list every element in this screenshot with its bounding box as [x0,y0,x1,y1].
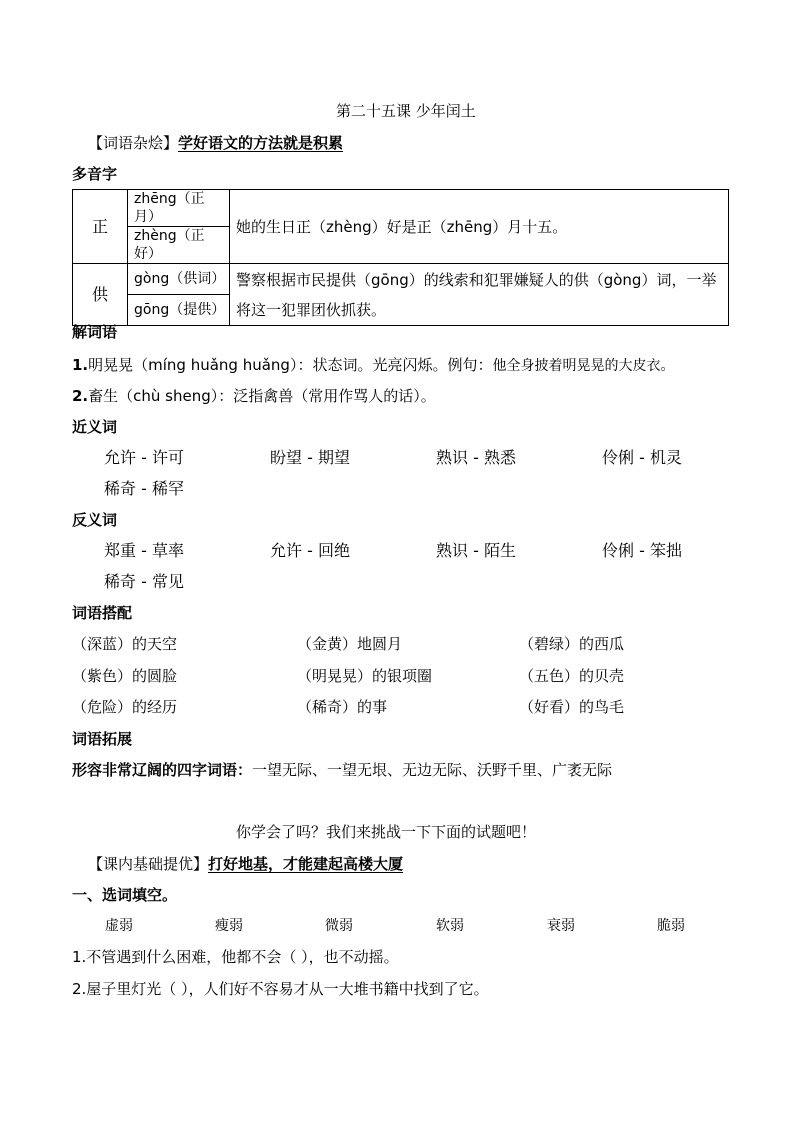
polyphone-heading: 多音字 [72,165,118,183]
collocation-item: （明晃晃）的银项圈 [297,667,433,685]
collocation-item: （好看）的鸟毛 [519,698,625,716]
collocation-item: （金黄）地圆月 [297,635,403,653]
collocation-item: （碧绿）的西瓜 [519,635,625,653]
expansion-label: 形容非常辽阔的四字词语： [72,761,253,779]
section-header-exercise [88,854,403,874]
item-number: 1. [72,356,89,374]
word-option: 脆弱 [657,918,685,934]
antonym-item: 允许 - 回绝 [270,541,350,560]
antonym-item: 伶俐 - 笨拙 [602,541,682,560]
section-slogan: 学好语文的方法就是积累 [178,134,344,152]
polyphone-example: 她的生日正（zhèng）好是正（zhēng）月十五。 [230,190,729,264]
section-bracket: 【课内基础提优】 [88,855,209,873]
polyphone-reading: zhèng（正好） [128,227,230,264]
explain-heading: 解词语 [72,323,118,341]
polyphone-char: 正 [73,190,128,264]
word-option: 瘦弱 [215,918,243,934]
challenge-prompt: 你学会了吗？我们来挑战一下下面的试题吧！ [236,823,537,841]
polyphone-example: 警察根据市民提供（gōng）的线索和犯罪嫌疑人的供（gòng）词，一举将这一犯罪团伙抓获。 [230,264,729,326]
synonym-item: 允许 - 许可 [104,448,184,467]
antonym-item: 郑重 - 草率 [104,541,184,560]
section-bracket: 【词语杂烩】 [88,134,179,152]
polyphone-reading: gòng（供词） [128,264,230,295]
expansion-line [72,760,612,780]
question-item: 2.屋子里灯光（ ），人们好不容易才从一大堆书籍中找到了它。 [72,980,489,998]
table-row [73,264,729,295]
polyphone-char: 供 [73,264,128,326]
word-option: 微弱 [325,918,353,934]
synonym-heading: 近义词 [72,418,118,436]
collocation-heading: 词语搭配 [72,604,133,622]
word-option: 软弱 [436,918,464,934]
page-title: 第二十五课 少年闰土 [336,102,476,120]
antonym-heading: 反义词 [72,511,118,529]
explain-example: 他全身披着明晃晃的大皮衣。 [492,358,675,374]
explain-text: 畜生（chù sheng）：泛指禽兽（常用作骂人的话）。 [88,387,436,405]
synonym-item: 盼望 - 期望 [270,448,350,467]
table-row [73,190,729,227]
polyphone-table [72,189,729,326]
collocation-item: （五色）的贝壳 [519,667,625,685]
word-option: 虚弱 [105,918,133,934]
antonym-item: 熟识 - 陌生 [436,541,516,560]
explain-item [72,386,436,406]
synonym-item: 伶俐 - 机灵 [602,448,682,467]
question-item: 1.不管遇到什么困难，他都不会（ ），也不动摇。 [72,948,399,966]
antonym-item: 稀奇 - 常见 [104,572,184,591]
word-option: 衰弱 [547,918,575,934]
collocation-item: （稀奇）的事 [297,698,388,716]
collocation-item: （深蓝）的天空 [72,635,178,653]
collocation-item: （紫色）的圆脸 [72,667,178,685]
explain-text: 明晃晃（míng huǎng huǎng）：状态词。光亮闪烁。例句： [88,356,493,374]
expansion-text: 一望无际、一望无垠、无边无际、沃野千里、广袤无际 [252,761,613,779]
section-header-vocab [88,133,343,153]
polyphone-reading: zhēng（正月） [128,190,230,227]
synonym-item: 稀奇 - 稀罕 [104,479,184,498]
item-number: 2. [72,387,89,405]
exercise-heading: 一、选词填空。 [72,886,178,904]
synonym-item: 熟识 - 熟悉 [436,448,516,467]
expansion-heading: 词语拓展 [72,730,133,748]
polyphone-reading: gōng（提供） [128,295,230,326]
collocation-item: （危险）的经历 [72,698,178,716]
section-slogan: 打好地基，才能建起高楼大厦 [208,855,404,873]
explain-item [72,355,674,376]
